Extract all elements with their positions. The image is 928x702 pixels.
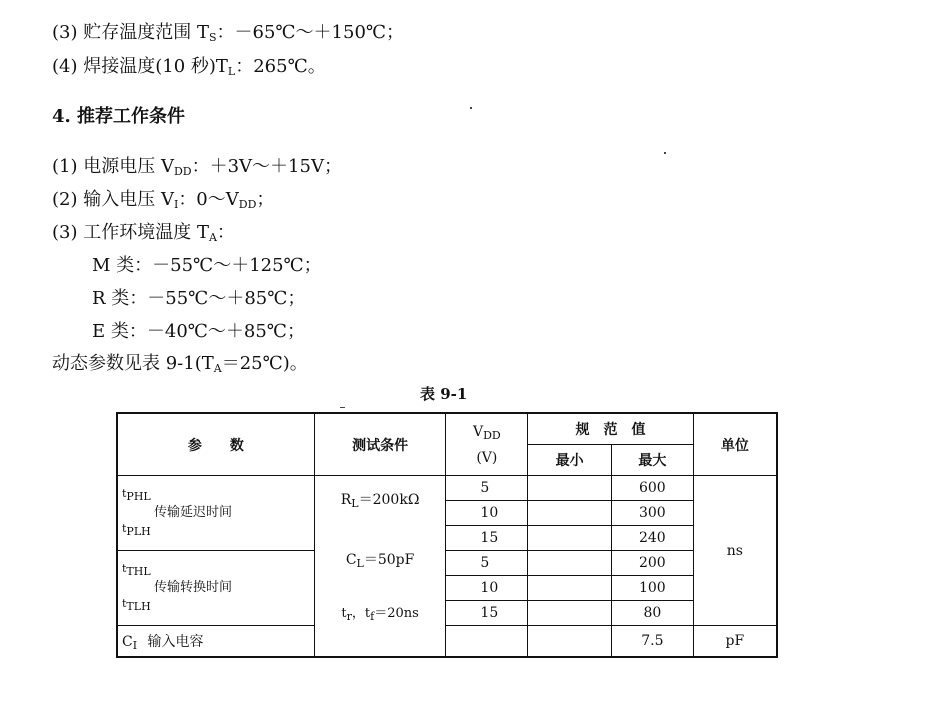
spec-header: 规 范 值 [528, 413, 693, 445]
max-cell: 240 [611, 526, 693, 551]
vdd-header: $V_{DD}$ (V) [446, 413, 528, 476]
max-cell: 80 [611, 601, 693, 626]
scan-speck [664, 152, 666, 154]
param-header: 参 数 [117, 413, 314, 476]
max-header: 最大 [611, 445, 693, 476]
vdd-cell: 15 [446, 601, 528, 626]
min-header: 最小 [528, 445, 612, 476]
input-voltage-line: (2) 输入电压 $V_I$：$0\sim V_{DD}$； [52, 189, 275, 211]
time-unit-cell: ns [693, 476, 777, 626]
supply-voltage-line: (1) 电源电压 $V_{DD}$：＋3V～＋15V； [52, 156, 342, 178]
test-condition-cell: $R_L=200k\Omega$ $C_L=50pF$ $t_r$，$t_f=20ns$ [314, 476, 446, 658]
cap-param-cell: $C_I$ 输入电容 [117, 626, 314, 658]
vdd-cell [446, 626, 528, 658]
max-cell: 300 [611, 501, 693, 526]
spec-table [116, 412, 778, 658]
dynamic-ref-line: 动态参数见表 $9-1(T_A=25℃)$。 [52, 353, 308, 375]
min-cell [528, 526, 612, 551]
ambient-temp-line: (3) 工作环境温度 $T_A$： [52, 222, 235, 244]
vdd-cell: 15 [446, 526, 528, 551]
min-cell [528, 476, 612, 501]
vdd-cell: 5 [446, 551, 528, 576]
section-heading: 4. 推荐工作条件 [52, 106, 186, 127]
vdd-cell: 5 [446, 476, 528, 501]
table-row [117, 551, 777, 576]
table-caption: 表 9-1 [420, 385, 468, 403]
min-cell [528, 626, 612, 658]
scan-speck [470, 107, 472, 109]
r-class-line: R 类：－55℃～＋85℃； [92, 288, 306, 309]
storage-temp-line: (3) 贮存温度范围 $T_S$：－65℃～＋150℃； [52, 22, 405, 44]
max-cell: 200 [611, 551, 693, 576]
condition-header: 测试条件 [314, 413, 446, 476]
vdd-cell: 10 [446, 501, 528, 526]
min-cell [528, 501, 612, 526]
delay-param-cell: tPHL 传输延迟时间 tPLH [117, 476, 314, 551]
e-class-line: E 类：－40℃～＋85℃； [92, 321, 305, 342]
max-cell: 100 [611, 576, 693, 601]
table-row [117, 626, 777, 658]
header-row [117, 413, 777, 445]
min-cell [528, 551, 612, 576]
m-class-line: M 类：－55℃～＋125℃； [92, 255, 322, 276]
min-cell [528, 576, 612, 601]
max-cell: 7.5 [611, 626, 693, 658]
table-row [117, 476, 777, 501]
cap-unit-cell: pF [693, 626, 777, 658]
solder-temp-line: (4) 焊接温度(10 秒)$T_L$：265℃。 [52, 56, 326, 78]
vdd-cell: 10 [446, 576, 528, 601]
transition-param-cell: tTHL 传输转换时间 tTLH [117, 551, 314, 626]
min-cell [528, 601, 612, 626]
max-cell: 600 [611, 476, 693, 501]
scan-speck [340, 407, 345, 408]
unit-header: 单位 [693, 413, 777, 476]
